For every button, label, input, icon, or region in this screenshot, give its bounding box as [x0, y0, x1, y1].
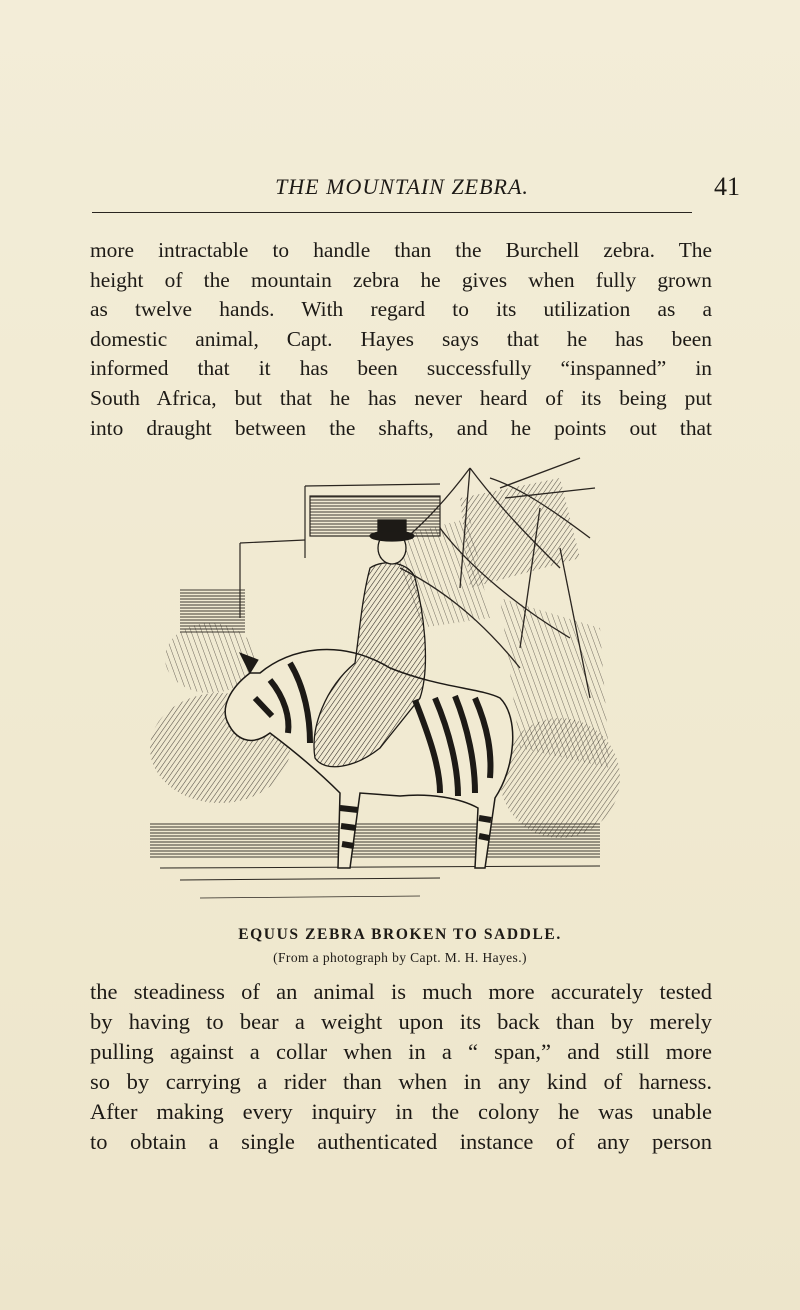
- ground: [150, 823, 600, 898]
- text-line: as twelve hands. With regard to its utilization as a: [90, 297, 712, 322]
- running-title: THE MOUNTAIN ZEBRA.: [275, 174, 529, 199]
- header-rule: [92, 212, 692, 213]
- figure-credit: (From a photograph by Capt. M. H. Hayes.): [273, 950, 527, 965]
- text-line: informed that it has been successfully “inspanned” in: [90, 356, 712, 381]
- text-line: the steadiness of an animal is much more accurately tested: [90, 979, 712, 1004]
- text-line: After making every inquiry in the colony he was unable: [90, 1099, 712, 1124]
- text-line: domestic animal, Capt. Hayes says that he has been: [90, 326, 712, 351]
- text-line: pulling against a collar when in a “ span,” and still more: [90, 1039, 712, 1064]
- figure-caption: EQUUS ZEBRA BROKEN TO SADDLE.: [238, 926, 562, 943]
- text-line: more intractable to handle than the Burchell zebra. The: [90, 238, 712, 262]
- body-text-upper: [90, 236, 712, 443]
- engraving-illustration: [140, 448, 630, 918]
- paragraph: [90, 236, 712, 443]
- body-text-lower: [90, 977, 712, 1157]
- text-line: into draught between the shafts, and he points out that: [90, 415, 712, 440]
- text-line: South Africa, but that he has never heard of its being put: [90, 385, 712, 410]
- paragraph: [90, 977, 712, 1157]
- text-line: height of the mountain zebra he gives when fully grown: [90, 267, 712, 292]
- text-line: so by carrying a rider than when in any kind of harness.: [90, 1069, 712, 1094]
- text-line: to obtain a single authenticated instance of any person: [90, 1129, 712, 1154]
- running-head: [92, 172, 740, 206]
- page-number: 41: [714, 172, 740, 201]
- text-line: by having to bear a weight upon its back than by merely: [90, 1009, 712, 1034]
